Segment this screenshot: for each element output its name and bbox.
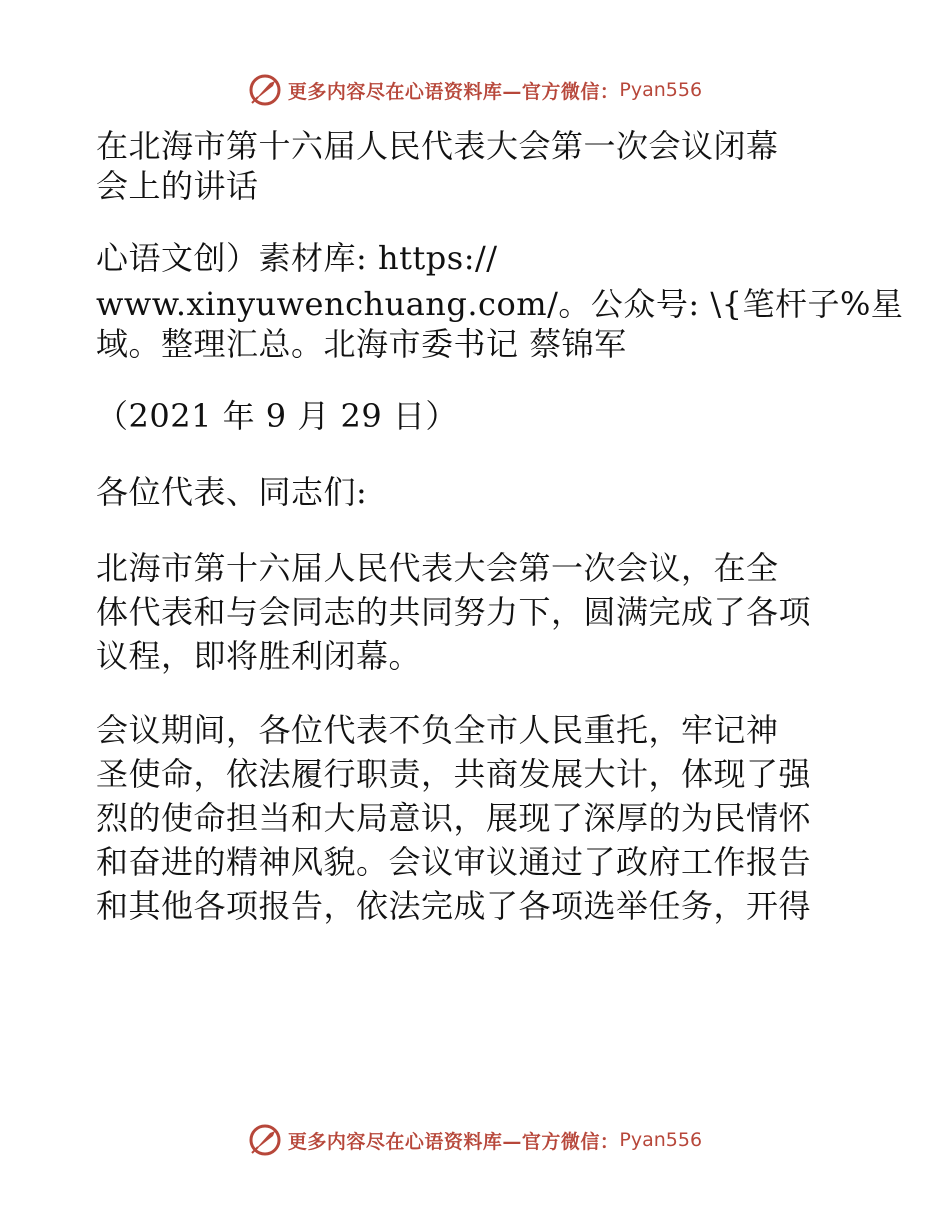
quill-logo-icon <box>248 73 282 107</box>
paragraph-line: 和奋进的精神风貌。会议审议通过了政府工作报告 <box>96 843 812 881</box>
banner-wechat-id: Pyan556 <box>619 1129 703 1151</box>
header-banner <box>0 70 950 110</box>
source-line: 心语文创）素材库: https:// <box>96 239 498 277</box>
banner-text: 更多内容尽在心语资料库—官方微信： <box>287 1130 620 1153</box>
footer-banner <box>0 1120 950 1160</box>
date-line: （2021 年 9 月 29 日） <box>96 397 458 435</box>
paragraph-1 <box>96 548 854 680</box>
document-body <box>96 126 904 930</box>
source-line: 域。整理汇总。北海市委书记 蔡锦军 <box>96 325 627 363</box>
paragraph-2 <box>96 710 854 930</box>
quill-logo-icon <box>248 1123 282 1157</box>
source-note <box>96 238 904 364</box>
title-line: 会上的讲话 <box>96 167 259 205</box>
paragraph-line: 体代表和与会同志的共同努力下，圆满完成了各项 <box>96 593 812 631</box>
salutation: 各位代表、同志们: <box>96 473 368 511</box>
title-line: 在北海市第十六届人民代表大会第一次会议闭幕 <box>96 127 779 165</box>
paragraph-line: 议程，即将胜利闭幕。 <box>96 637 422 675</box>
paragraph-line: 和其他各项报告，依法完成了各项选举任务，开得 <box>96 887 812 925</box>
paragraph-line: 会议期间，各位代表不负全市人民重托，牢记神 <box>96 711 779 749</box>
document-title <box>96 126 854 206</box>
paragraph-line: 圣使命，依法履行职责，共商发展大计，体现了强 <box>96 755 812 793</box>
paragraph-line: 北海市第十六届人民代表大会第一次会议，在全 <box>96 549 779 587</box>
paragraph-line: 烈的使命担当和大局意识，展现了深厚的为民情怀 <box>96 799 812 837</box>
banner-wechat-id: Pyan556 <box>619 79 703 101</box>
source-line: www.xinyuwenchuang.com/。公众号: \{笔杆子%星 <box>96 285 904 323</box>
banner-text: 更多内容尽在心语资料库—官方微信： <box>287 80 620 103</box>
